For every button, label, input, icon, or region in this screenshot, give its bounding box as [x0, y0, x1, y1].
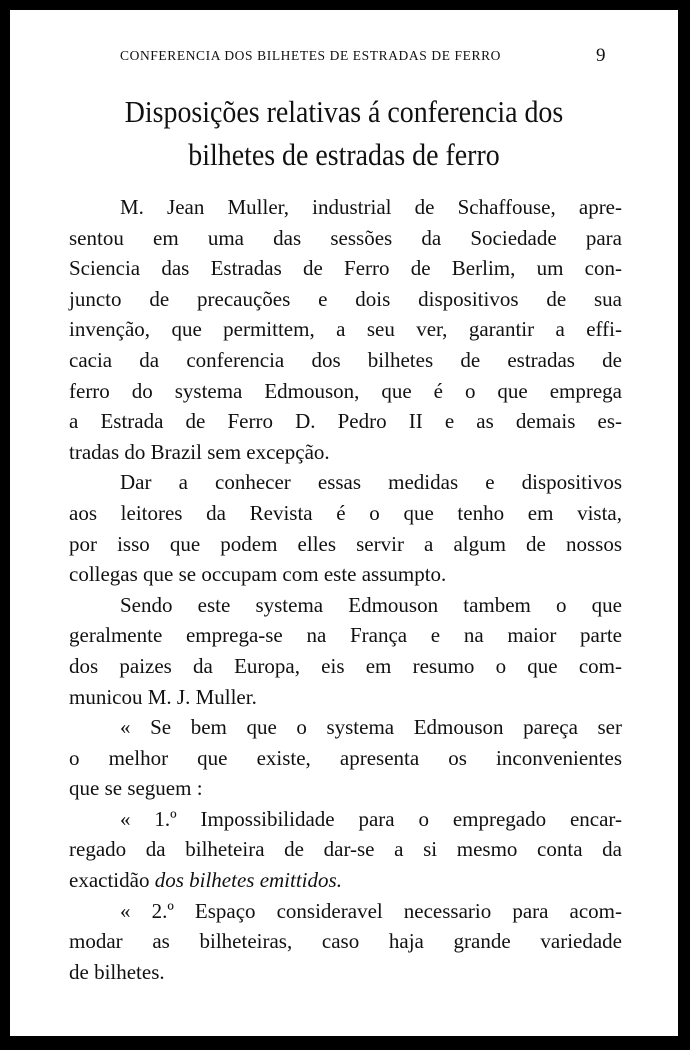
text-line: Sciencia das Estradas de Ferro de Berlim, um con-	[69, 256, 622, 281]
text-line	[69, 865, 622, 896]
text-line: dos paizes da Europa, eis em resumo o que com-	[69, 653, 622, 678]
text-line: M. Jean Muller, industrial de Schaffouse, apre-	[120, 195, 622, 219]
text-line: aos leitores da Revista é o que tenho em vista,	[69, 500, 622, 525]
text-line: ferro do systema Edmouson, que é o que emprega	[69, 378, 622, 403]
text-line: o melhor que existe, apresenta os inconvenientes	[69, 745, 622, 770]
text-line: Sendo este systema Edmouson tambem o que	[120, 592, 622, 617]
text-line-plain: exactidão	[69, 868, 155, 893]
text-line: por isso que podem elles servir a algum de nossos	[69, 531, 622, 556]
text-line: modar as bilheteiras, caso haja grande variedade	[69, 929, 622, 954]
text-line: collegas que se occupam com este assumpto.	[69, 562, 447, 587]
text-line: geralmente emprega-se na França e na maior parte	[69, 623, 622, 648]
text-line: a Estrada de Ferro D. Pedro II e as demais es-	[69, 409, 622, 434]
text-line: sentou em uma das sessões da Sociedade para	[69, 225, 622, 250]
text-line: de bilhetes.	[69, 959, 165, 984]
text-line: municou M. J. Muller.	[69, 684, 257, 709]
italic-phrase: dos bilhetes emittidos.	[154, 868, 342, 893]
text-line: Dar a conhecer essas medidas e dispositivos	[120, 470, 622, 495]
text-line: juncto de precauções e dois dispositivos de sua	[69, 286, 622, 311]
running-head-title: CONFERENCIA DOS BILHETES DE ESTRADAS DE FERRO	[120, 48, 502, 63]
text-line: invenção, que permittem, a seu ver, garantir a effi-	[69, 317, 622, 342]
page-number: 9	[596, 45, 606, 66]
book-page	[10, 10, 678, 1036]
heading-line-1: Disposições relativas á conferencia dos	[124, 94, 564, 129]
text-line: « Se bem que o systema Edmouson pareça ser	[120, 715, 622, 740]
text-line: que se seguem :	[69, 776, 203, 801]
heading-line-2: bilhetes de estradas de ferro	[188, 137, 500, 172]
text-line: « 2.º Espaço consideravel necessario para acom-	[120, 898, 622, 923]
text-line: « 1.º Impossibilidade para o empregado encar-	[120, 806, 622, 831]
section-heading	[43, 90, 644, 176]
text-line: regado da bilheteira de dar-se a si mesmo conta da	[69, 837, 622, 862]
text-line: cacia da conferencia dos bilhetes de estradas de	[69, 347, 622, 372]
text-line: tradas do Brazil sem excepção.	[69, 439, 330, 464]
body-text	[69, 192, 622, 987]
